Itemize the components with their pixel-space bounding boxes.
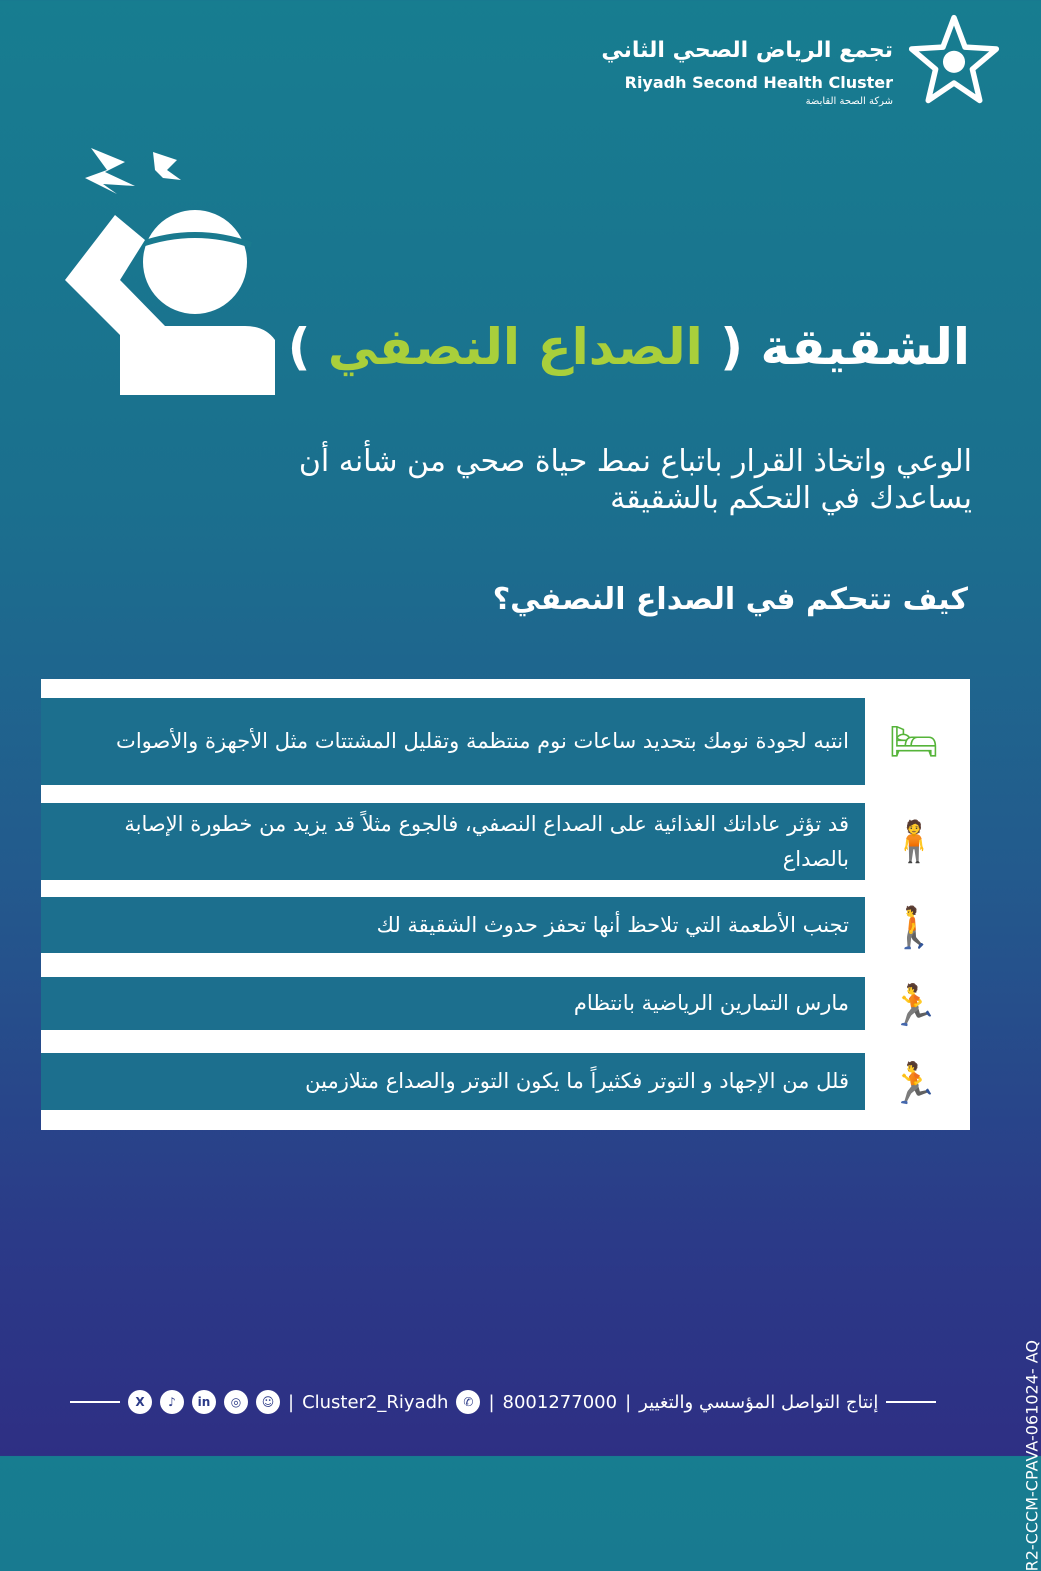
tip-row: قد تؤثر عاداتك الغذائية على الصداع النصفي، فالجوع مثلاً قد يزيد من خطورة الإصابة بالصداع (41, 803, 865, 880)
credit: إنتاج التواصل المؤسسي والتغيير (639, 1391, 879, 1413)
instagram-icon[interactable]: ◎ (224, 1390, 248, 1414)
separator: | (488, 1391, 495, 1413)
sleep-icon: 🛏 (888, 718, 940, 765)
tip-row: قلل من الإجهاد و التوتر فكثيراً ما يكون التوتر والصداع متلازمين (41, 1053, 865, 1110)
person-icon: 🚶 (889, 904, 939, 951)
tip-row: مارس التمارين الرياضية بانتظام (41, 977, 865, 1030)
hunger-icon: 🧍 (889, 818, 939, 865)
document-code: R2-CCCM-CPAVA-061024- AQ (1022, 1340, 1041, 1571)
headache-person-icon (55, 140, 280, 400)
cluster-logo-icon (908, 14, 1000, 106)
tiktok-icon[interactable]: ♪ (160, 1390, 184, 1414)
intro-text: الوعي واتخاذ القرار باتباع نمط حياة صحي من شأنه أن يساعدك في التحكم بالشقيقة (298, 444, 972, 516)
divider (886, 1401, 936, 1403)
stress-icon: 🏃 (889, 1060, 939, 1107)
x-icon[interactable]: X (128, 1390, 152, 1414)
page-title: الشقيقة ( الصداع النصفي ) (287, 318, 970, 376)
tip-row: تجنب الأطعمة التي تلاحظ أنها تحفز حدوث الشقيقة لك (41, 897, 865, 953)
section-heading: كيف تتحكم في الصداع النصفي؟ (492, 582, 968, 617)
snapchat-icon[interactable]: ☺ (256, 1390, 280, 1414)
separator: | (288, 1391, 295, 1413)
linkedin-icon[interactable]: in (192, 1390, 216, 1414)
title-highlight: الصداع النصفي (327, 318, 703, 376)
tip-row: انتبه لجودة نومك بتحديد ساعات نوم منتظمة وتقليل المشتتات مثل الأجهزة والأصوات (41, 698, 865, 785)
logo-subtitle: شركة الصحة القابضة (805, 96, 893, 107)
running-icon: 🏃 (889, 982, 939, 1029)
separator: | (625, 1391, 632, 1413)
logo-name-en: Riyadh Second Health Cluster (624, 73, 893, 92)
divider (70, 1401, 120, 1403)
phone-icon: ✆ (456, 1390, 480, 1414)
phone-number[interactable]: 8001277000 (502, 1391, 618, 1413)
logo-name-ar: تجمع الرياض الصحي الثاني (601, 38, 893, 63)
social-handle[interactable]: Cluster2_Riyadh (302, 1391, 449, 1413)
tips-card (41, 679, 970, 1130)
footer (70, 1390, 965, 1414)
